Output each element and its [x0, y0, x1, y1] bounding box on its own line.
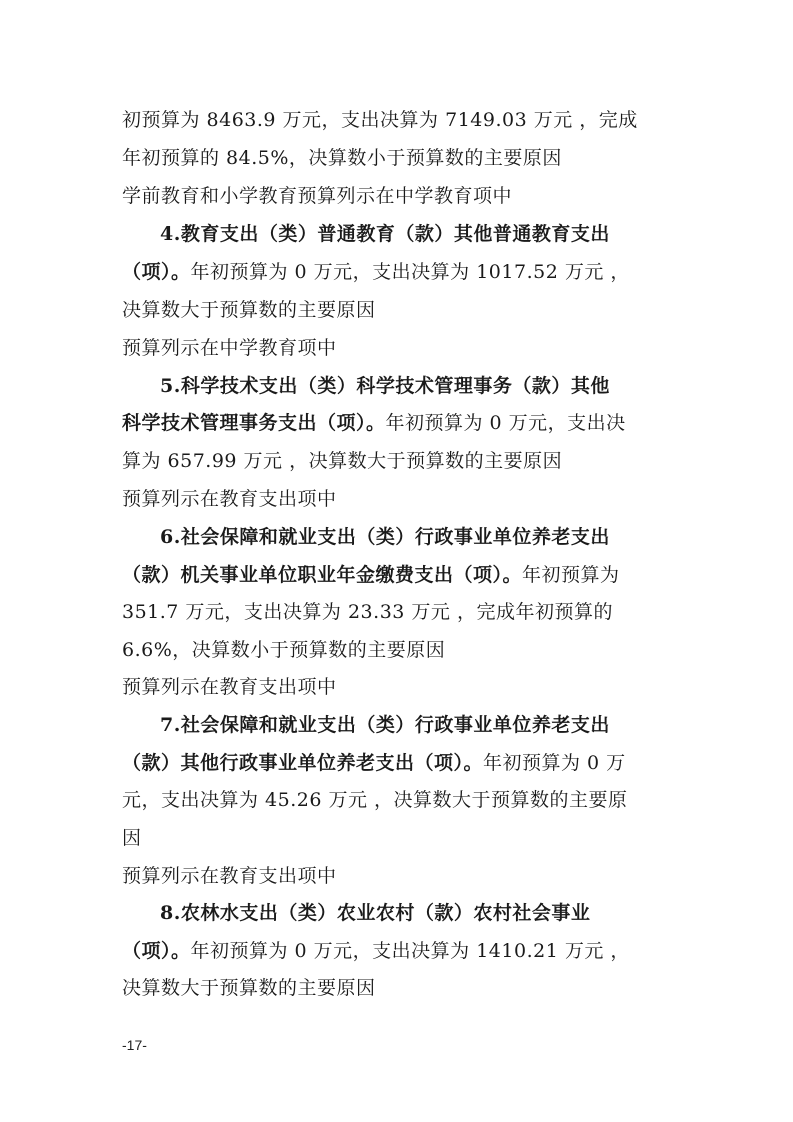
text-line: （款）机关事业单位职业年金缴费支出（项）。年初预算为: [122, 564, 620, 586]
section-heading: 5.科学技术支出（类）科学技术管理事务（款）其他: [160, 375, 610, 397]
text-line: 预算列示在教育支出项中: [122, 488, 337, 510]
text-line: （款）其他行政事业单位养老支出（项）。年初预算为 0 万: [122, 752, 626, 774]
text-line: 351.7 万元，支出决算为 23.33 万元 ，完成年初预算的: [122, 601, 613, 623]
page-number: -17-: [122, 1037, 147, 1053]
text-line: 决算数大于预算数的主要原因: [122, 977, 376, 999]
text-line: 算为 657.99 万元 ，决算数大于预算数的主要原因: [122, 450, 563, 472]
text-line: 预算列示在中学教育项中: [122, 337, 337, 359]
section-heading: 6.社会保障和就业支出（类）行政事业单位养老支出: [160, 526, 610, 548]
text-line: 科学技术管理事务支出（项）。年初预算为 0 万元，支出决: [122, 412, 626, 434]
text-line: 学前教育和小学教育预算列示在中学教育项中: [122, 185, 513, 207]
section-heading: 4.教育支出（类）普通教育（款）其他普通教育支出: [160, 223, 610, 245]
text-line: 年初预算的 84.5%，决算数小于预算数的主要原因: [122, 147, 562, 169]
text-line: （项）。年初预算为 0 万元，支出决算为 1410.21 万元 ，: [122, 940, 630, 962]
text-line: 因: [122, 827, 142, 849]
text-line: 决算数大于预算数的主要原因: [122, 299, 376, 321]
text-line: 初预算为 8463.9 万元，支出决算为 7149.03 万元 ，完成: [122, 109, 638, 131]
text-line: 预算列示在教育支出项中: [122, 676, 337, 698]
text-line: 预算列示在教育支出项中: [122, 865, 337, 887]
text-line: （项）。年初预算为 0 万元，支出决算为 1017.52 万元 ，: [122, 261, 630, 283]
text-line: 6.6%，决算数小于预算数的主要原因: [122, 639, 446, 661]
section-heading: 8.农林水支出（类）农业农村（款）农村社会事业: [160, 902, 591, 924]
section-heading: 7.社会保障和就业支出（类）行政事业单位养老支出: [160, 714, 610, 736]
text-line: 元，支出决算为 45.26 万元 ，决算数大于预算数的主要原: [122, 789, 628, 811]
